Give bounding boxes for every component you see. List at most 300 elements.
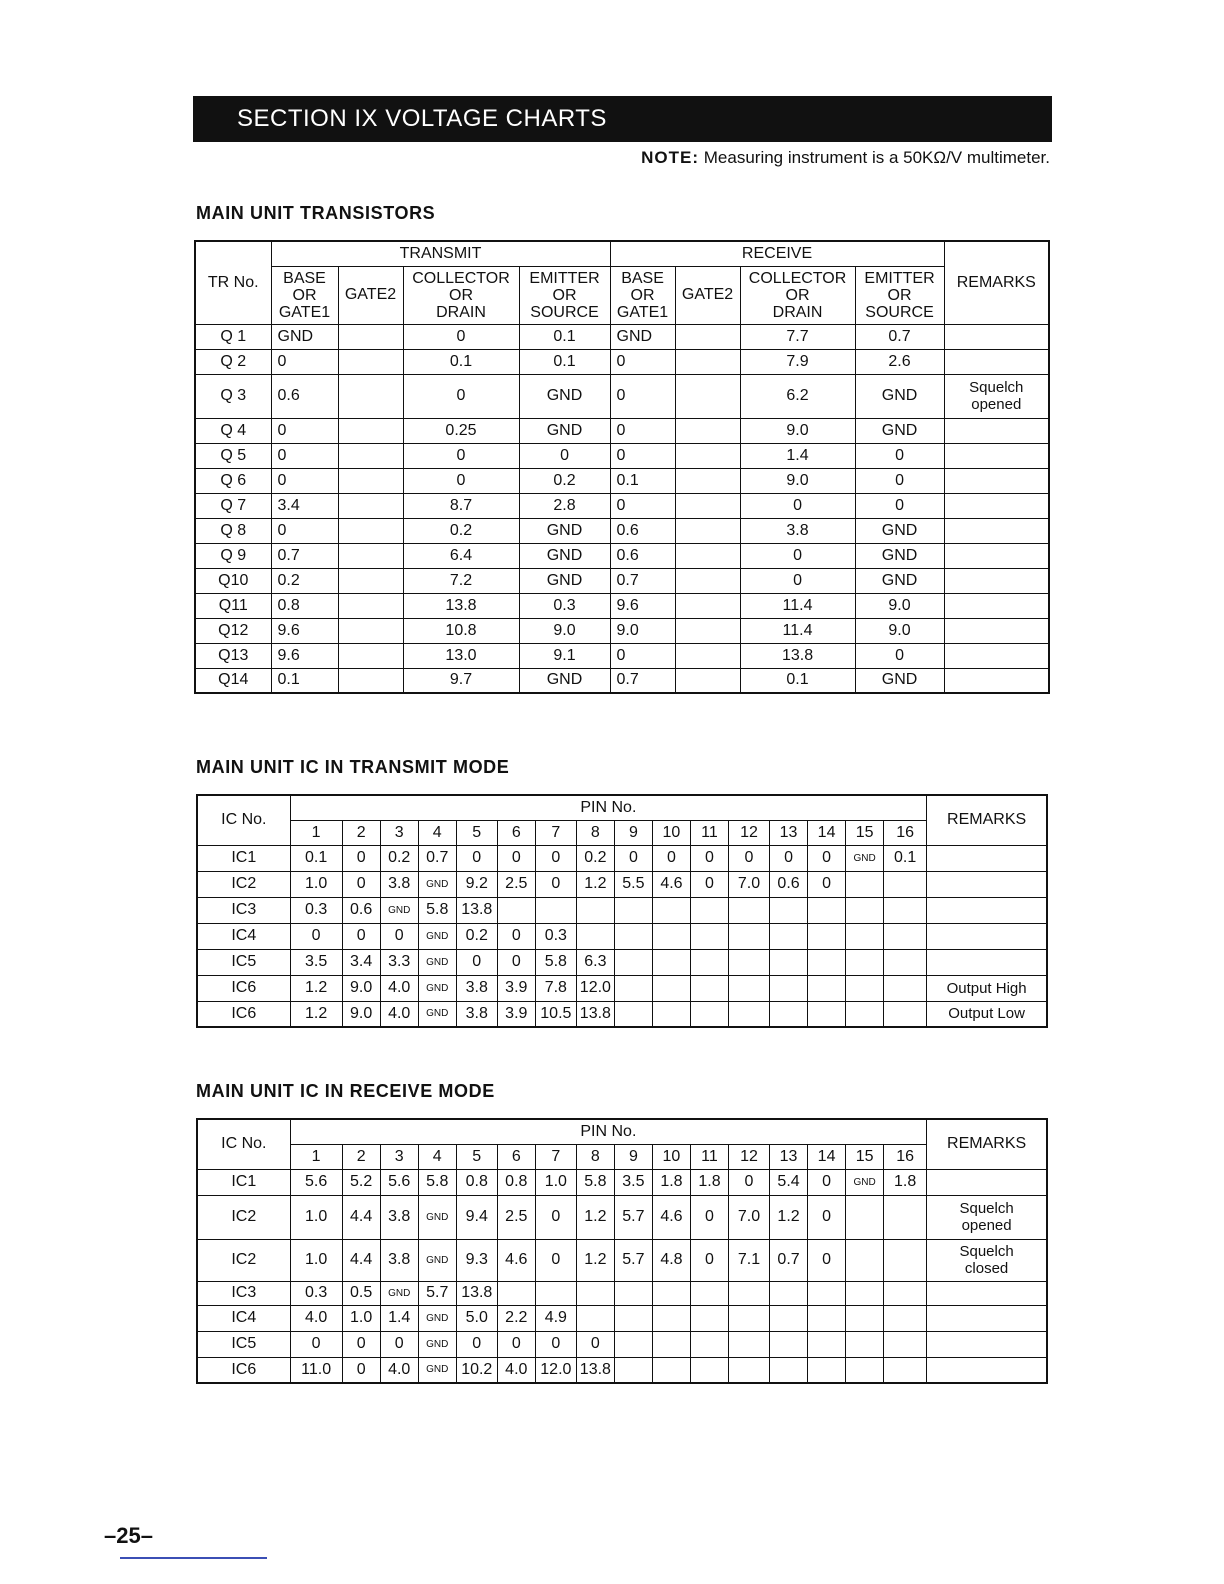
voltage-cell: GND xyxy=(519,543,610,568)
voltage-cell xyxy=(338,349,403,374)
table-row xyxy=(197,845,1047,871)
pin-voltage-cell xyxy=(652,923,690,949)
voltage-cell: 0 xyxy=(403,374,519,418)
pin-voltage-cell: 0 xyxy=(652,845,690,871)
pin-number-header: 14 xyxy=(808,1144,846,1169)
pin-voltage-cell xyxy=(576,1281,614,1305)
voltage-cell xyxy=(338,374,403,418)
voltage-cell xyxy=(338,468,403,493)
pin-number-header: 10 xyxy=(652,820,690,845)
remarks-cell xyxy=(944,493,1049,518)
pin-voltage-cell: 4.0 xyxy=(380,1357,418,1383)
pin-voltage-cell xyxy=(884,1305,927,1331)
pin-voltage-cell xyxy=(884,871,927,897)
divider-line xyxy=(120,1557,267,1559)
pin-voltage-cell: 4.6 xyxy=(652,871,690,897)
voltage-cell: 0.1 xyxy=(610,468,675,493)
pin-no-header: PIN No. xyxy=(290,1119,927,1144)
pin-voltage-cell xyxy=(652,1331,690,1357)
pin-number-header: 13 xyxy=(770,1144,808,1169)
pin-voltage-cell: 0 xyxy=(535,1331,576,1357)
voltage-cell: 0 xyxy=(740,493,855,518)
table-row xyxy=(197,949,1047,975)
remarks-cell xyxy=(944,443,1049,468)
voltage-cell xyxy=(338,418,403,443)
pin-number-header: 7 xyxy=(535,820,576,845)
pin-voltage-cell: 0 xyxy=(290,1331,342,1357)
pin-voltage-cell: 5.6 xyxy=(380,1169,418,1195)
pin-voltage-cell xyxy=(614,1357,652,1383)
voltage-cell: 0.6 xyxy=(271,374,338,418)
voltage-cell: 13.8 xyxy=(740,643,855,668)
pin-number-header: 11 xyxy=(690,820,728,845)
pin-number-header: 8 xyxy=(576,1144,614,1169)
pin-voltage-cell: 5.8 xyxy=(418,1169,456,1195)
pin-number-header: 12 xyxy=(728,1144,769,1169)
pin-voltage-cell: 12.0 xyxy=(535,1357,576,1383)
pin-voltage-cell: 0.8 xyxy=(497,1169,535,1195)
table-row xyxy=(197,1357,1047,1383)
pin-voltage-cell xyxy=(652,1357,690,1383)
voltage-cell: 13.8 xyxy=(403,593,519,618)
pin-number-header: 3 xyxy=(380,820,418,845)
pin-number-header: 13 xyxy=(770,820,808,845)
voltage-cell: 9.0 xyxy=(740,418,855,443)
voltage-cell: 9.7 xyxy=(403,668,519,693)
remarks-cell xyxy=(927,1357,1047,1383)
voltage-cell: 0.1 xyxy=(519,349,610,374)
pin-voltage-cell: 0 xyxy=(380,1331,418,1357)
tr-number-cell: Q 9 xyxy=(195,543,271,568)
pin-voltage-cell: 3.9 xyxy=(497,1001,535,1027)
pin-voltage-cell: 13.8 xyxy=(456,1281,497,1305)
pin-voltage-cell xyxy=(884,1281,927,1305)
pin-voltage-cell xyxy=(884,1331,927,1357)
pin-voltage-cell: 2.2 xyxy=(497,1305,535,1331)
pin-voltage-cell xyxy=(614,1281,652,1305)
pin-voltage-cell xyxy=(535,897,576,923)
voltage-cell: 9.0 xyxy=(519,618,610,643)
remarks-cell xyxy=(927,897,1047,923)
voltage-cell xyxy=(338,568,403,593)
section-title: SECTION IX VOLTAGE CHARTS xyxy=(193,96,1052,142)
pin-voltage-cell: 1.2 xyxy=(576,1239,614,1281)
voltage-cell: 0 xyxy=(855,443,944,468)
pin-voltage-cell: 5.8 xyxy=(576,1169,614,1195)
pin-voltage-cell xyxy=(770,1281,808,1305)
pin-voltage-cell xyxy=(884,923,927,949)
voltage-cell: 0 xyxy=(740,568,855,593)
pin-voltage-cell: 6.3 xyxy=(576,949,614,975)
pin-voltage-cell: 4.0 xyxy=(497,1357,535,1383)
pin-voltage-cell: 0 xyxy=(808,871,846,897)
tr-number-cell: Q 4 xyxy=(195,418,271,443)
pin-voltage-cell xyxy=(770,1001,808,1027)
pin-voltage-cell: GND xyxy=(418,871,456,897)
pin-voltage-cell: 0 xyxy=(535,1195,576,1239)
note-text: Measuring instrument is a 50KΩ/V multimeter. xyxy=(703,148,1050,167)
remarks-header: REMARKS xyxy=(927,795,1047,845)
pin-voltage-cell xyxy=(728,1281,769,1305)
pin-voltage-cell: 0.2 xyxy=(380,845,418,871)
table-row xyxy=(197,1331,1047,1357)
voltage-cell: GND xyxy=(519,518,610,543)
pin-voltage-cell xyxy=(690,975,728,1001)
pin-voltage-cell xyxy=(884,1357,927,1383)
pin-voltage-cell xyxy=(884,975,927,1001)
voltage-cell xyxy=(675,618,740,643)
pin-voltage-cell: 9.3 xyxy=(456,1239,497,1281)
voltage-cell: 9.0 xyxy=(740,468,855,493)
pin-number-header: 2 xyxy=(342,820,380,845)
pin-voltage-cell xyxy=(846,1357,884,1383)
pin-voltage-cell: 1.8 xyxy=(884,1169,927,1195)
voltage-cell xyxy=(675,324,740,349)
pin-voltage-cell: 5.8 xyxy=(535,949,576,975)
pin-voltage-cell: 0 xyxy=(456,1331,497,1357)
pin-voltage-cell: 3.3 xyxy=(380,949,418,975)
table-row xyxy=(197,1239,1047,1281)
voltage-cell: 8.7 xyxy=(403,493,519,518)
tr-number-cell: Q13 xyxy=(195,643,271,668)
pin-voltage-cell xyxy=(535,1281,576,1305)
table-row xyxy=(195,668,1049,693)
pin-voltage-cell: 4.6 xyxy=(652,1195,690,1239)
pin-voltage-cell xyxy=(728,1001,769,1027)
ic-no-header: IC No. xyxy=(197,795,290,845)
voltage-cell: 0 xyxy=(740,543,855,568)
voltage-cell: 0 xyxy=(610,493,675,518)
voltage-cell: 9.6 xyxy=(271,618,338,643)
pin-voltage-cell: 0.5 xyxy=(342,1281,380,1305)
pin-voltage-cell: 12.0 xyxy=(576,975,614,1001)
pin-voltage-cell xyxy=(614,897,652,923)
remarks-cell xyxy=(944,349,1049,374)
ic-number-cell: IC5 xyxy=(197,1331,290,1357)
pin-voltage-cell: 0 xyxy=(342,1357,380,1383)
pin-voltage-cell xyxy=(770,897,808,923)
remarks-cell xyxy=(927,845,1047,871)
pin-voltage-cell: 1.8 xyxy=(652,1169,690,1195)
pin-voltage-cell: 1.8 xyxy=(690,1169,728,1195)
pin-voltage-cell xyxy=(576,897,614,923)
pin-voltage-cell xyxy=(846,1331,884,1357)
pin-voltage-cell xyxy=(884,1195,927,1239)
voltage-cell: 0.7 xyxy=(271,543,338,568)
pin-number-header: 6 xyxy=(497,820,535,845)
pin-voltage-cell: 2.5 xyxy=(497,1195,535,1239)
pin-voltage-cell xyxy=(652,975,690,1001)
tr-number-cell: Q 7 xyxy=(195,493,271,518)
pin-voltage-cell xyxy=(808,1281,846,1305)
pin-voltage-cell xyxy=(808,975,846,1001)
note-label: NOTE: xyxy=(641,148,700,167)
voltage-cell xyxy=(338,518,403,543)
voltage-cell xyxy=(675,418,740,443)
voltage-cell: 0.7 xyxy=(610,668,675,693)
pin-voltage-cell xyxy=(846,1195,884,1239)
voltage-cell: GND xyxy=(855,668,944,693)
voltage-cell xyxy=(675,443,740,468)
voltage-cell: 0.1 xyxy=(519,324,610,349)
pin-voltage-cell: 3.4 xyxy=(342,949,380,975)
page-number: –25– xyxy=(104,1523,153,1548)
voltage-cell: 0.1 xyxy=(740,668,855,693)
pin-voltage-cell: 0 xyxy=(690,871,728,897)
pin-number-header: 1 xyxy=(290,820,342,845)
pin-voltage-cell: 5.7 xyxy=(614,1239,652,1281)
voltage-cell xyxy=(338,493,403,518)
pin-voltage-cell xyxy=(808,1357,846,1383)
pin-voltage-cell xyxy=(728,1305,769,1331)
tr-number-cell: Q10 xyxy=(195,568,271,593)
voltage-cell: 3.8 xyxy=(740,518,855,543)
voltage-cell: 0 xyxy=(855,468,944,493)
voltage-cell: 0 xyxy=(855,643,944,668)
pin-voltage-cell: 9.0 xyxy=(342,1001,380,1027)
ic-number-cell: IC4 xyxy=(197,1305,290,1331)
pin-voltage-cell xyxy=(690,949,728,975)
pin-voltage-cell: 4.0 xyxy=(380,1001,418,1027)
table-row xyxy=(197,1001,1047,1027)
table-row xyxy=(197,975,1047,1001)
ic-number-cell: IC6 xyxy=(197,975,290,1001)
pin-voltage-cell: 0.7 xyxy=(418,845,456,871)
pin-voltage-cell xyxy=(846,1305,884,1331)
voltage-cell: 0 xyxy=(610,374,675,418)
pin-voltage-cell: 1.0 xyxy=(290,1239,342,1281)
pin-voltage-cell xyxy=(728,975,769,1001)
pin-voltage-cell xyxy=(652,897,690,923)
pin-voltage-cell: 0.2 xyxy=(576,845,614,871)
voltage-cell: 0 xyxy=(855,493,944,518)
voltage-cell: 0 xyxy=(271,418,338,443)
receive-header: RECEIVE xyxy=(610,241,944,266)
pin-voltage-cell xyxy=(497,1281,535,1305)
pin-voltage-cell: 0.6 xyxy=(770,871,808,897)
pin-voltage-cell: 0.3 xyxy=(290,897,342,923)
voltage-cell: 0 xyxy=(519,443,610,468)
pin-voltage-cell xyxy=(808,1331,846,1357)
pin-voltage-cell xyxy=(728,923,769,949)
pin-voltage-cell xyxy=(614,923,652,949)
remarks-cell xyxy=(944,593,1049,618)
voltage-cell: 9.6 xyxy=(610,593,675,618)
pin-voltage-cell: 0 xyxy=(380,923,418,949)
voltage-cell: 9.1 xyxy=(519,643,610,668)
voltage-cell: 6.4 xyxy=(403,543,519,568)
pin-voltage-cell: 0 xyxy=(497,923,535,949)
voltage-cell: 9.0 xyxy=(610,618,675,643)
ic-transmit-table xyxy=(196,794,1048,1028)
pin-voltage-cell: 0.1 xyxy=(884,845,927,871)
pin-voltage-cell: 0 xyxy=(808,1239,846,1281)
pin-number-header: 11 xyxy=(690,1144,728,1169)
transistor-voltage-table xyxy=(194,240,1050,694)
remarks-cell xyxy=(927,923,1047,949)
tx-gate2-header: GATE2 xyxy=(338,266,403,324)
voltage-cell: GND xyxy=(855,418,944,443)
pin-voltage-cell: 9.2 xyxy=(456,871,497,897)
table-row xyxy=(195,349,1049,374)
pin-voltage-cell: 0.3 xyxy=(535,923,576,949)
remarks-cell xyxy=(927,871,1047,897)
voltage-cell: GND xyxy=(855,568,944,593)
measurement-note xyxy=(641,148,1050,168)
pin-voltage-cell xyxy=(614,949,652,975)
pin-voltage-cell: 4.0 xyxy=(290,1305,342,1331)
ic-number-cell: IC2 xyxy=(197,1195,290,1239)
table-row xyxy=(197,1195,1047,1239)
voltage-cell: 0.2 xyxy=(271,568,338,593)
tr-number-cell: Q 6 xyxy=(195,468,271,493)
voltage-cell: 1.4 xyxy=(740,443,855,468)
pin-voltage-cell: GND xyxy=(418,949,456,975)
pin-voltage-cell xyxy=(846,1239,884,1281)
pin-voltage-cell: 7.0 xyxy=(728,871,769,897)
pin-voltage-cell xyxy=(808,1305,846,1331)
pin-voltage-cell: 3.8 xyxy=(380,871,418,897)
pin-voltage-cell xyxy=(846,897,884,923)
pin-voltage-cell xyxy=(652,1305,690,1331)
pin-voltage-cell: 13.8 xyxy=(576,1357,614,1383)
pin-number-header: 16 xyxy=(884,820,927,845)
voltage-cell: 7.7 xyxy=(740,324,855,349)
voltage-cell: GND xyxy=(271,324,338,349)
voltage-cell: 7.9 xyxy=(740,349,855,374)
pin-voltage-cell xyxy=(846,949,884,975)
voltage-cell: 0 xyxy=(271,518,338,543)
table-row xyxy=(197,1305,1047,1331)
pin-voltage-cell xyxy=(884,1001,927,1027)
pin-number-header: 1 xyxy=(290,1144,342,1169)
pin-voltage-cell: 0 xyxy=(808,845,846,871)
table-row xyxy=(197,1169,1047,1195)
voltage-cell xyxy=(675,543,740,568)
remarks-cell xyxy=(927,1331,1047,1357)
pin-voltage-cell xyxy=(846,871,884,897)
pin-voltage-cell: 0 xyxy=(342,845,380,871)
pin-voltage-cell: 4.9 xyxy=(535,1305,576,1331)
remarks-cell xyxy=(944,643,1049,668)
voltage-cell xyxy=(338,668,403,693)
voltage-cell: 9.0 xyxy=(855,618,944,643)
rx-gate2-header: GATE2 xyxy=(675,266,740,324)
pin-voltage-cell xyxy=(846,1001,884,1027)
table-row xyxy=(195,593,1049,618)
pin-voltage-cell xyxy=(728,1357,769,1383)
ic-number-cell: IC3 xyxy=(197,1281,290,1305)
pin-number-header: 14 xyxy=(808,820,846,845)
voltage-cell: 13.0 xyxy=(403,643,519,668)
ic-number-cell: IC2 xyxy=(197,1239,290,1281)
pin-voltage-cell: 0 xyxy=(342,923,380,949)
voltage-cell: 3.4 xyxy=(271,493,338,518)
voltage-cell: GND xyxy=(519,374,610,418)
pin-voltage-cell xyxy=(497,897,535,923)
voltage-cell: 0 xyxy=(610,418,675,443)
pin-number-header: 10 xyxy=(652,1144,690,1169)
pin-voltage-cell xyxy=(770,975,808,1001)
pin-voltage-cell xyxy=(690,1331,728,1357)
pin-voltage-cell xyxy=(576,923,614,949)
table-row xyxy=(195,324,1049,349)
voltage-cell xyxy=(338,618,403,643)
pin-voltage-cell: 0 xyxy=(535,871,576,897)
pin-voltage-cell: 0 xyxy=(808,1195,846,1239)
voltage-cell: GND xyxy=(855,518,944,543)
pin-number-header: 8 xyxy=(576,820,614,845)
voltage-cell: GND xyxy=(519,418,610,443)
pin-voltage-cell: 0 xyxy=(290,923,342,949)
pin-voltage-cell: 13.8 xyxy=(576,1001,614,1027)
transmit-header: TRANSMIT xyxy=(271,241,610,266)
pin-voltage-cell: 1.0 xyxy=(290,1195,342,1239)
tx-base-header: BASE OR GATE1 xyxy=(271,266,338,324)
voltage-cell: 11.4 xyxy=(740,593,855,618)
ic-number-cell: IC5 xyxy=(197,949,290,975)
remarks-header: REMARKS xyxy=(927,1119,1047,1169)
remarks-cell xyxy=(927,1281,1047,1305)
pin-voltage-cell: 4.4 xyxy=(342,1239,380,1281)
pin-voltage-cell: GND xyxy=(846,1169,884,1195)
voltage-cell xyxy=(675,593,740,618)
rx-emitter-header: EMITTER OR SOURCE xyxy=(855,266,944,324)
pin-voltage-cell: 3.8 xyxy=(380,1239,418,1281)
voltage-cell: 0.3 xyxy=(519,593,610,618)
tr-no-header: TR No. xyxy=(195,241,271,324)
pin-voltage-cell: 1.2 xyxy=(290,1001,342,1027)
pin-number-header: 15 xyxy=(846,820,884,845)
table-row xyxy=(195,493,1049,518)
pin-number-header: 2 xyxy=(342,1144,380,1169)
pin-voltage-cell: 5.6 xyxy=(290,1169,342,1195)
pin-voltage-cell xyxy=(690,897,728,923)
pin-voltage-cell xyxy=(846,975,884,1001)
remarks-cell xyxy=(944,668,1049,693)
pin-number-header: 5 xyxy=(456,820,497,845)
remarks-cell xyxy=(944,543,1049,568)
pin-voltage-cell xyxy=(728,897,769,923)
voltage-cell: 0 xyxy=(271,468,338,493)
voltage-cell: 0.8 xyxy=(271,593,338,618)
remarks-cell xyxy=(944,468,1049,493)
pin-voltage-cell xyxy=(808,1001,846,1027)
pin-number-header: 4 xyxy=(418,820,456,845)
remarks-cell xyxy=(944,324,1049,349)
pin-no-header: PIN No. xyxy=(290,795,927,820)
pin-voltage-cell xyxy=(652,1281,690,1305)
tr-number-cell: Q 1 xyxy=(195,324,271,349)
pin-voltage-cell: 1.2 xyxy=(576,871,614,897)
pin-voltage-cell xyxy=(846,1281,884,1305)
pin-voltage-cell xyxy=(614,1001,652,1027)
pin-voltage-cell: 0.2 xyxy=(456,923,497,949)
pin-voltage-cell: 0 xyxy=(497,1331,535,1357)
voltage-cell: 0.25 xyxy=(403,418,519,443)
voltage-cell xyxy=(675,518,740,543)
voltage-cell: GND xyxy=(519,668,610,693)
remarks-cell xyxy=(944,518,1049,543)
pin-voltage-cell: 1.2 xyxy=(290,975,342,1001)
pin-voltage-cell xyxy=(690,923,728,949)
pin-voltage-cell xyxy=(728,1331,769,1357)
voltage-cell: 0.7 xyxy=(610,568,675,593)
remarks-cell: Output Low xyxy=(927,1001,1047,1027)
rx-collector-header: COLLECTOR OR DRAIN xyxy=(740,266,855,324)
remarks-cell: Output High xyxy=(927,975,1047,1001)
voltage-cell xyxy=(675,643,740,668)
